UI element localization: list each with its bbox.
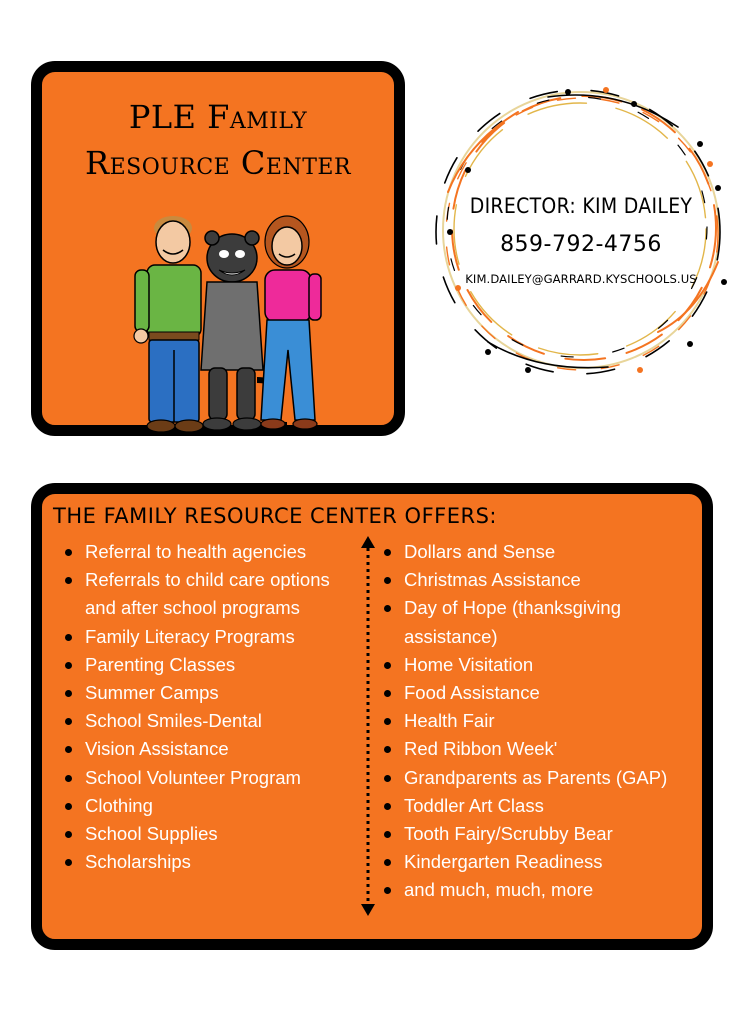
offers-list-left bbox=[61, 538, 351, 876]
email-address: KIM.DAILEY@GARRARD.KYSCHOOLS.US bbox=[465, 272, 697, 286]
list-item: Family Literacy Programs bbox=[61, 623, 351, 651]
list-item: Home Visitation bbox=[380, 651, 680, 679]
list-item: Grandparents as Parents (GAP) bbox=[380, 764, 680, 792]
mascot-family-illustration bbox=[127, 210, 327, 435]
phone-number: 859-792-4756 bbox=[500, 232, 662, 257]
title-card bbox=[31, 61, 405, 436]
list-item: Day of Hope (thanksgiving assistance) bbox=[380, 594, 680, 650]
list-item: School Supplies bbox=[61, 820, 351, 848]
list-item: and much, much, more bbox=[380, 876, 680, 904]
list-item: School Volunteer Program bbox=[61, 764, 351, 792]
list-item: Summer Camps bbox=[61, 679, 351, 707]
list-item: Referrals to child care options and after school programs bbox=[61, 566, 351, 622]
list-item: Tooth Fairy/Scrubby Bear bbox=[380, 820, 680, 848]
list-item: Health Fair bbox=[380, 707, 680, 735]
offers-card bbox=[31, 483, 713, 950]
list-item: Christmas Assistance bbox=[380, 566, 680, 594]
list-item: Food Assistance bbox=[380, 679, 680, 707]
vertical-divider-arrow bbox=[360, 536, 376, 916]
list-item: Parenting Classes bbox=[61, 651, 351, 679]
man-figure bbox=[134, 216, 203, 432]
list-item: School Smiles-Dental bbox=[61, 707, 351, 735]
list-item: Vision Assistance bbox=[61, 735, 351, 763]
woman-figure bbox=[261, 216, 321, 429]
contact-wreath bbox=[428, 82, 734, 382]
title-line-1: PLE Family bbox=[128, 98, 308, 136]
list-item: Dollars and Sense bbox=[380, 538, 680, 566]
list-item: Toddler Art Class bbox=[380, 792, 680, 820]
card-title bbox=[42, 94, 394, 186]
list-item: Referral to health agencies bbox=[61, 538, 351, 566]
offers-heading: THE FAMILY RESOURCE CENTER OFFERS: bbox=[53, 504, 498, 528]
offers-list-right bbox=[380, 538, 680, 905]
director-name: DIRECTOR: KIM DAILEY bbox=[469, 194, 693, 218]
list-item: Kindergarten Readiness bbox=[380, 848, 680, 876]
list-item: Scholarships bbox=[61, 848, 351, 876]
list-item: Red Ribbon Week' bbox=[380, 735, 680, 763]
title-line-2: Resource Center bbox=[84, 144, 352, 182]
list-item: Clothing bbox=[61, 792, 351, 820]
